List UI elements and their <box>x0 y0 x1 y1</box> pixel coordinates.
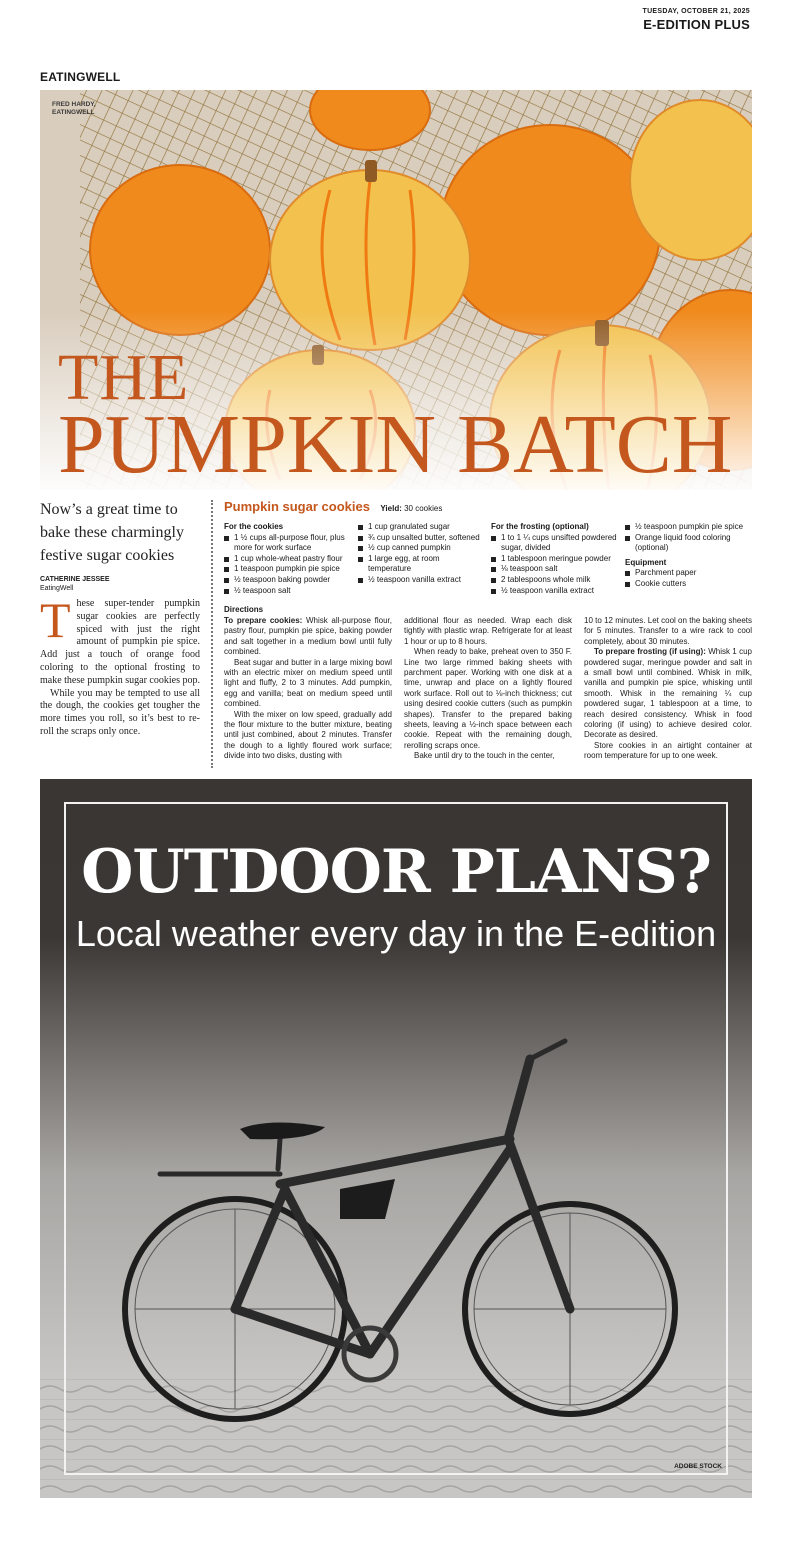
photo-credit-name: FRED HARDY, <box>52 101 96 108</box>
ingredient-item: 1 ½ cups all-purpose flour, plus more for work surface <box>224 533 354 554</box>
ingredient-item: 1 large egg, at room temperature <box>358 554 483 575</box>
ingredient-item: 1 tablespoon meringue powder <box>491 554 621 565</box>
headline-line-2: PUMPKIN BATCH <box>58 398 733 490</box>
headline <box>58 341 733 490</box>
directions-paragraph: Bake until dry to the touch in the center, <box>414 751 555 761</box>
column-divider <box>211 500 213 768</box>
directions-lead: To prepare frosting (if using): <box>594 647 706 657</box>
byline <box>40 575 110 593</box>
yield-value: 30 cookies <box>404 504 443 513</box>
recipe <box>224 498 754 761</box>
ingredient-item: ½ teaspoon vanilla extract <box>491 586 621 597</box>
directions-column-1 <box>224 616 392 762</box>
deck: Now’s a great time to bake these charmingly festive sugar cookies <box>40 501 184 564</box>
photo-credit <box>52 101 96 117</box>
hero-image <box>40 90 752 490</box>
frosting-ingredients-1 <box>491 522 621 596</box>
ingredient-item: Orange liquid food coloring (optional) <box>625 533 755 554</box>
cookies-ingredients-2 <box>358 522 483 586</box>
ingredient-item: ⅛ teaspoon salt <box>491 564 621 575</box>
photo-credit-org: EATINGWELL <box>52 109 95 116</box>
issue-date: TUESDAY, OCTOBER 21, 2025 <box>642 8 750 15</box>
headline-line-1: THE <box>58 341 190 414</box>
ingredient-item: 2 tablespoons whole milk <box>491 575 621 586</box>
section-label: EATINGWELL <box>40 70 121 84</box>
directions-paragraph: When ready to bake, preheat oven to 350 F. Line two large rimmed baking sheets with parchment paper. Working with one disk at a time, unwrap and place on a lightly floured work surface. Roll out to ⅛-inch thickness; cut using desired cookie cutters (such as pumpkin shapes). Transfer to the prepared baking sheets, leaving a ½-inch space between each cookie. Repeat with the remaining dough, rerolling scraps once. <box>404 647 572 750</box>
ingredient-item: ½ teaspoon salt <box>224 586 354 597</box>
ingredient-item: ½ cup canned pumpkin <box>358 543 483 554</box>
masthead <box>643 8 751 32</box>
frosting-heading: For the frosting (optional) <box>491 522 589 531</box>
ad-headline: OUTDOOR PLANS? <box>81 837 711 907</box>
ingredient-item: 1 teaspoon pumpkin pie spice <box>224 564 354 575</box>
intro-paragraph-2: While you may be tempted to use all the dough, the cookies get tougher the more times you roll, so it’s best to re-roll the scraps only once. <box>40 687 200 737</box>
ingredient-item: ½ teaspoon pumpkin pie spice <box>625 522 755 533</box>
directions-column-3 <box>584 616 752 762</box>
byline-name: CATHERINE JESSEE <box>40 576 110 583</box>
ad-subhead: Local weather every day in the E-edition <box>75 913 717 954</box>
ingredient-item: ¾ cup unsalted butter, softened <box>358 533 483 544</box>
ingredient-item: ½ teaspoon baking powder <box>224 575 354 586</box>
edition-name: E-EDITION PLUS <box>643 17 750 32</box>
frosting-ingredients-2 <box>625 522 755 590</box>
yield-label: Yield: <box>380 504 402 513</box>
equipment-heading: Equipment <box>625 557 667 567</box>
directions-paragraph: Beat sugar and butter in a large mixing bowl with an electric mixer on medium speed until light and fluffy, 2 to 3 minutes. Add pumpkin, egg and vanilla; beat on medium speed until combined. <box>224 657 392 709</box>
ingredient-item: 1 cup granulated sugar <box>358 522 483 533</box>
directions-text: Whisk 1 cup powdered sugar, meringue powder and salt in a small bowl until combined. Whisk in milk, vanilla and pumpkin pie spice, whisking until smooth. Whisk in the remaining ¼ cup powdered sugar, 1 tablespoon at a time, to reach desired consistency. Whisk in food coloring (if using) to achieve desired color. Decorate as desired. <box>584 647 752 740</box>
ingredient-item: 1 cup whole-wheat pastry flour <box>224 554 354 565</box>
byline-org: EatingWell <box>40 585 74 592</box>
directions-column-2 <box>404 616 572 762</box>
directions-paragraph: 10 to 12 minutes. Let cool on the baking sheets for 5 minutes. Transfer to a wire rack to cool completely, about 30 minutes. <box>584 616 752 646</box>
cookies-heading: For the cookies <box>224 522 284 531</box>
intro-text <box>40 592 200 739</box>
drop-cap: T <box>40 592 71 648</box>
recipe-title: Pumpkin sugar cookies <box>224 499 370 514</box>
directions-paragraph: Store cookies in an airtight container at room temperature for up to one week. <box>584 740 752 761</box>
intro-paragraph-1: hese super-tender pumpkin sugar cookies are perfectly spiced with just the right amount of pumpkin pie spice. Add just a touch of orange food coloring to the optional frosting to make these pumpkin sugar cookies pop. <box>40 598 200 686</box>
directions-lead: To prepare cookies: <box>224 616 303 625</box>
directions-paragraph: With the mixer on low speed, gradually add the flour mixture to the butter mixture, beating until just combined, about 2 minutes. Transfer the dough to a lightly floured work surface; divide into two disks, dusting with <box>224 709 392 761</box>
recipe-yield <box>380 504 442 513</box>
directions-heading: Directions <box>224 605 264 614</box>
cookies-ingredients-1 <box>224 522 354 596</box>
equipment-item: Cookie cutters <box>625 579 755 590</box>
directions-paragraph: additional flour as needed. Wrap each disk tightly with plastic wrap. Refrigerate for at least 1 hour or up to 8 hours. <box>404 616 572 646</box>
ingredient-item: ½ teaspoon vanilla extract <box>358 575 483 586</box>
ingredient-item: 1 to 1 ¼ cups unsifted powdered sugar, divided <box>491 533 621 554</box>
ad-photo-credit: ADOBE STOCK <box>674 1463 722 1470</box>
directions-text: Whisk all-purpose flour, pastry flour, pumpkin pie spice, baking powder and salt together in a medium bowl until fully combined. <box>224 616 392 657</box>
equipment-item: Parchment paper <box>625 568 755 579</box>
weather-advertisement[interactable] <box>40 779 752 1498</box>
